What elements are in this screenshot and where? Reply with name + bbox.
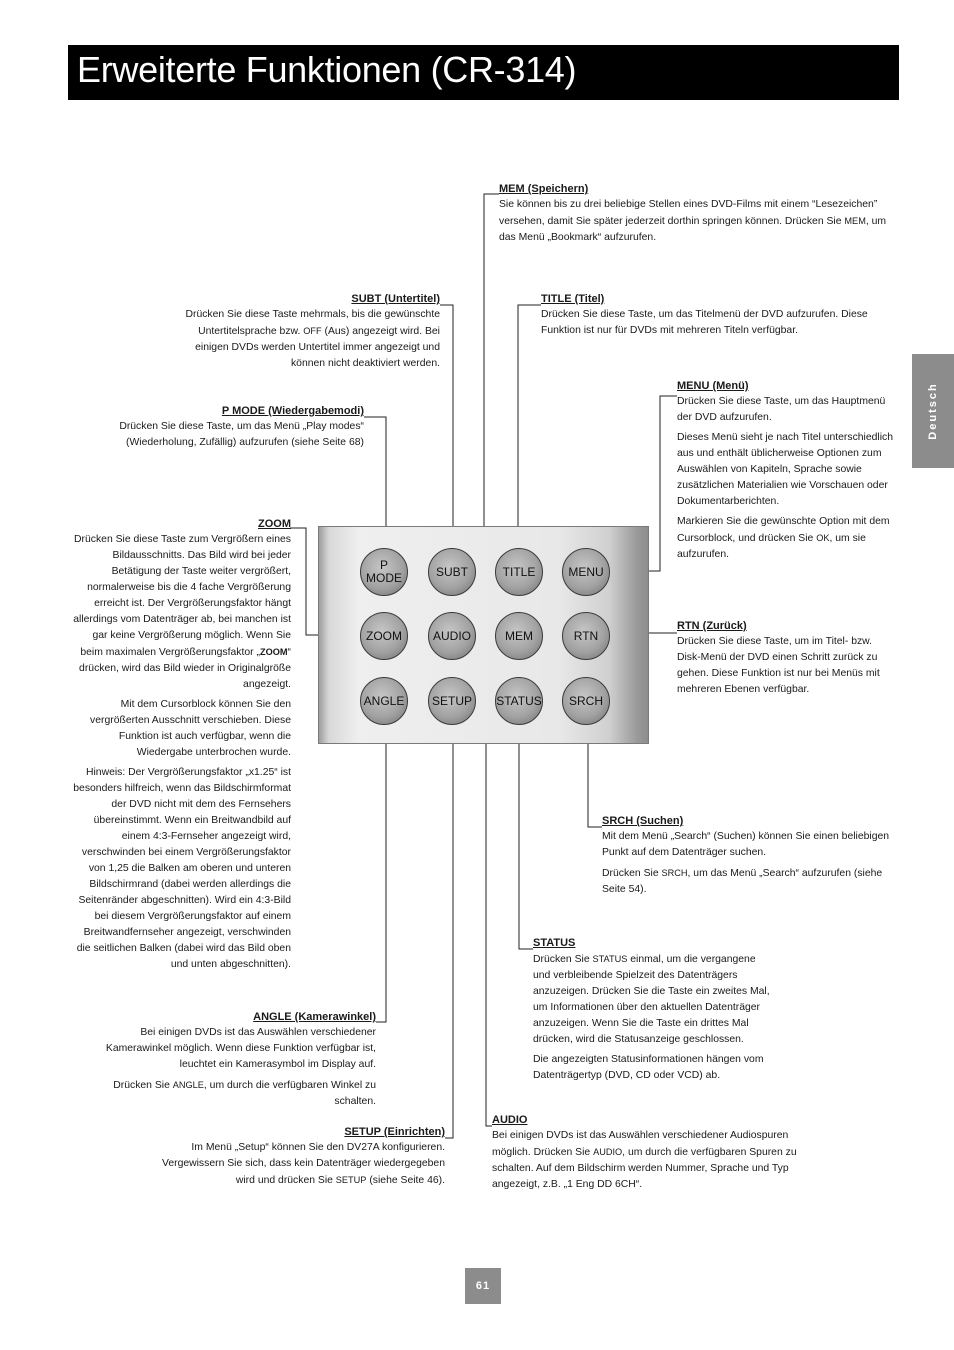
mem-heading: MEM (Speichern) [499,183,589,195]
remote-control-panel [318,526,649,744]
subt-description [182,291,440,376]
status-heading: STATUS [533,937,576,949]
setup-description [150,1124,445,1193]
menu-button[interactable]: MENU [562,548,610,596]
menu-heading: MENU (Menü) [677,380,749,392]
audio-description [492,1112,798,1197]
menu-text-3: Markieren Sie die gewünschte Option mit dem Cursorblock, und drücken Sie OK, um sie aufzurufen. [677,516,890,560]
leader-line-status [519,725,533,949]
subt-text: Drücken Sie diese Taste mehrmals, bis die gewünschte Untertitelsprache bzw. OFF (Aus) angezeigt wird. Bei einigen DVDs werden Untertitel immer angezeigt und können nicht deaktiviert werden. [185,309,440,369]
status-text-2: Die angezeigten Statusinformationen hängen vom Datenträgertyp (DVD, CD oder VCD) ab. [533,1054,764,1081]
zoom-text-2: Mit dem Cursorblock können Sie den vergrößerten Ausschnitt verschieben. Diese Funktion ist auch verfügbar, wenn die Wiedergabe unterbrochen wurde. [90,699,291,758]
audio-heading: AUDIO [492,1114,528,1126]
rtn-text: Drücken Sie diese Taste, um im Titel- bzw. Disk-Menü der DVD einen Schritt zurück zu gehen. Diese Funktion ist nur bei Menüs mit mehreren Ebenen verfügbar. [677,636,880,695]
srch-heading: SRCH (Suchen) [602,815,684,827]
leader-line-angle [376,725,386,1022]
mem-text: Sie können bis zu drei beliebige Stellen eines DVD-Films mit einem “Lesezeichen” versehen, damit Sie später jederzeit dorthin springen können. Drücken Sie MEM, um das Menü „Bookmark“ aufzurufen. [499,199,887,243]
status-button[interactable]: STATUS [495,677,543,725]
menu-text-2: Dieses Menü sieht je nach Titel unterschiedlich aus und enthält üblicherweise Optionen zum Auswählen von Kapiteln, Sprache sowie zusätzlichen Materialien wie Vorschauen oder Dokumentarberichten. [677,432,894,507]
pmode-description [114,403,364,455]
angle-description [80,1009,376,1114]
setup-button[interactable]: SETUP [428,677,476,725]
title-button[interactable]: TITLE [495,548,543,596]
angle-button[interactable]: ANGLE [360,677,408,725]
zoom-button[interactable]: ZOOM [360,612,408,660]
title-text: Drücken Sie diese Taste, um das Titelmenü der DVD aufzurufen. Diese Funktion ist nur für DVDs mit mehreren Titeln verfügbar. [541,309,868,336]
language-tab-label: Deutsch [927,382,939,440]
zoom-heading: ZOOM [258,518,291,530]
zoom-description [70,516,291,977]
rtn-description [677,618,889,702]
srch-text-1: Mit dem Menü „Search“ (Suchen) können Sie einen beliebigen Punkt auf dem Datenträger suchen. [602,831,890,858]
leader-line-subt [440,305,453,548]
zoom-text-1: Drücken Sie diese Taste zum Vergrößern eines Bildausschnitts. Das Bild wird bei jeder Betätigung der Taste weiter vergrößert, normalerweise bis die 4 fache Vergrößerung erreicht ist. Der Vergrößerungsfaktor hängt allerdings vom Datenträger ab, bei manchen ist gar keine Vergrößerung möglich. Wenn Sie beim maximalen Vergrößerungsfaktor „ZOOM“ drücken, wird das Bild wieder in Originalgröße angezeigt. [73,534,291,690]
subt-heading: SUBT (Untertitel) [351,293,440,305]
menu-text-1: Drücken Sie diese Taste, um das Hauptmenü der DVD aufzurufen. [677,396,886,423]
page-number: 61 [465,1268,501,1304]
pmode-text: Drücken Sie diese Taste, um das Menü „Play modes“ (Wiederholung, Zufällig) aufzurufen (siehe Seite 68) [119,421,364,448]
srch-text-2: Drücken Sie SRCH, um das Menü „Search“ aufzurufen (siehe Seite 54). [602,868,883,895]
setup-heading: SETUP (Einrichten) [344,1126,445,1138]
title-description [541,291,881,343]
rtn-button[interactable]: RTN [562,612,610,660]
zoom-text-3: Hinweis: Der Vergrößerungsfaktor „x1.25“ ist besonders hilfreich, wenn das Bildschirmformat der DVD nicht mit dem des Fernsehers übereinstimmt. Wenn ein Breitwandbild auf einem 4:3-Fernseher angezeigt wird, verschwinden bei einem Vergrößerungsfaktor von 1,25 die Balken am oberen und unteren Bildschirmrand (dabei werden allerdings die Seitenränder abgeschnitten). Wird ein 4:3-Bild bei diesem Vergrößerungsfaktor auf einem Breitwandfernseher angezeigt, verschwinden die seitlichen Balken (dabei wird das Bild oben und unten abgeschnitten). [73,767,291,970]
status-description [533,935,771,1088]
title-heading: TITLE (Titel) [541,293,605,305]
rtn-heading: RTN (Zurück) [677,620,747,632]
setup-text: Im Menü „Setup“ können Sie den DV27A konfigurieren. Vergewissern Sie sich, dass kein Datenträger wiedergegeben wird und drücken Sie SETUP (siehe Seite 46). [161,1142,445,1186]
page-title: Erweiterte Funktionen (CR-314) [77,49,577,90]
srch-button[interactable]: SRCH [562,677,610,725]
leader-line-setup [445,725,453,1138]
mem-description [499,181,899,250]
pmode-button[interactable]: P MODE [360,548,408,596]
angle-text-2: Drücken Sie ANGLE, um durch die verfügbaren Winkel zu schalten. [113,1080,376,1107]
audio-button[interactable]: AUDIO [428,612,476,660]
srch-description [602,813,902,902]
status-text-1: Drücken Sie STATUS einmal, um die vergangene und verbleibende Spielzeit des Datenträgers anzuzeigen. Drücken Sie die Taste ein zweites Mal, um Informationen über den aktuellen Datenträger anzuzeigen. Wenn Sie die Taste ein drittes Mal drücken, wird die Statusanzeige geschlossen. [533,954,770,1045]
menu-description [677,378,899,567]
angle-heading: ANGLE (Kamerawinkel) [253,1011,376,1023]
mem-button[interactable]: MEM [495,612,543,660]
subt-button[interactable]: SUBT [428,548,476,596]
leader-line-title [518,305,541,548]
angle-text-1: Bei einigen DVDs ist das Auswählen verschiedener Kamerawinkel möglich. Wenn diese Funktion verfügbar ist, leuchtet ein Kamerasymbol im Display auf. [105,1027,376,1070]
pmode-heading: P MODE (Wiedergabemodi) [221,405,364,417]
audio-text: Bei einigen DVDs ist das Auswählen verschiedener Audiospuren möglich. Drücken Sie AUDIO, um durch die verfügbaren Spuren zu schalten. Auf dem Bildschirm werden Nummer, Sprache und Typ angezeigt, z.B. „1 Eng DD 6CH“. [492,1130,797,1190]
